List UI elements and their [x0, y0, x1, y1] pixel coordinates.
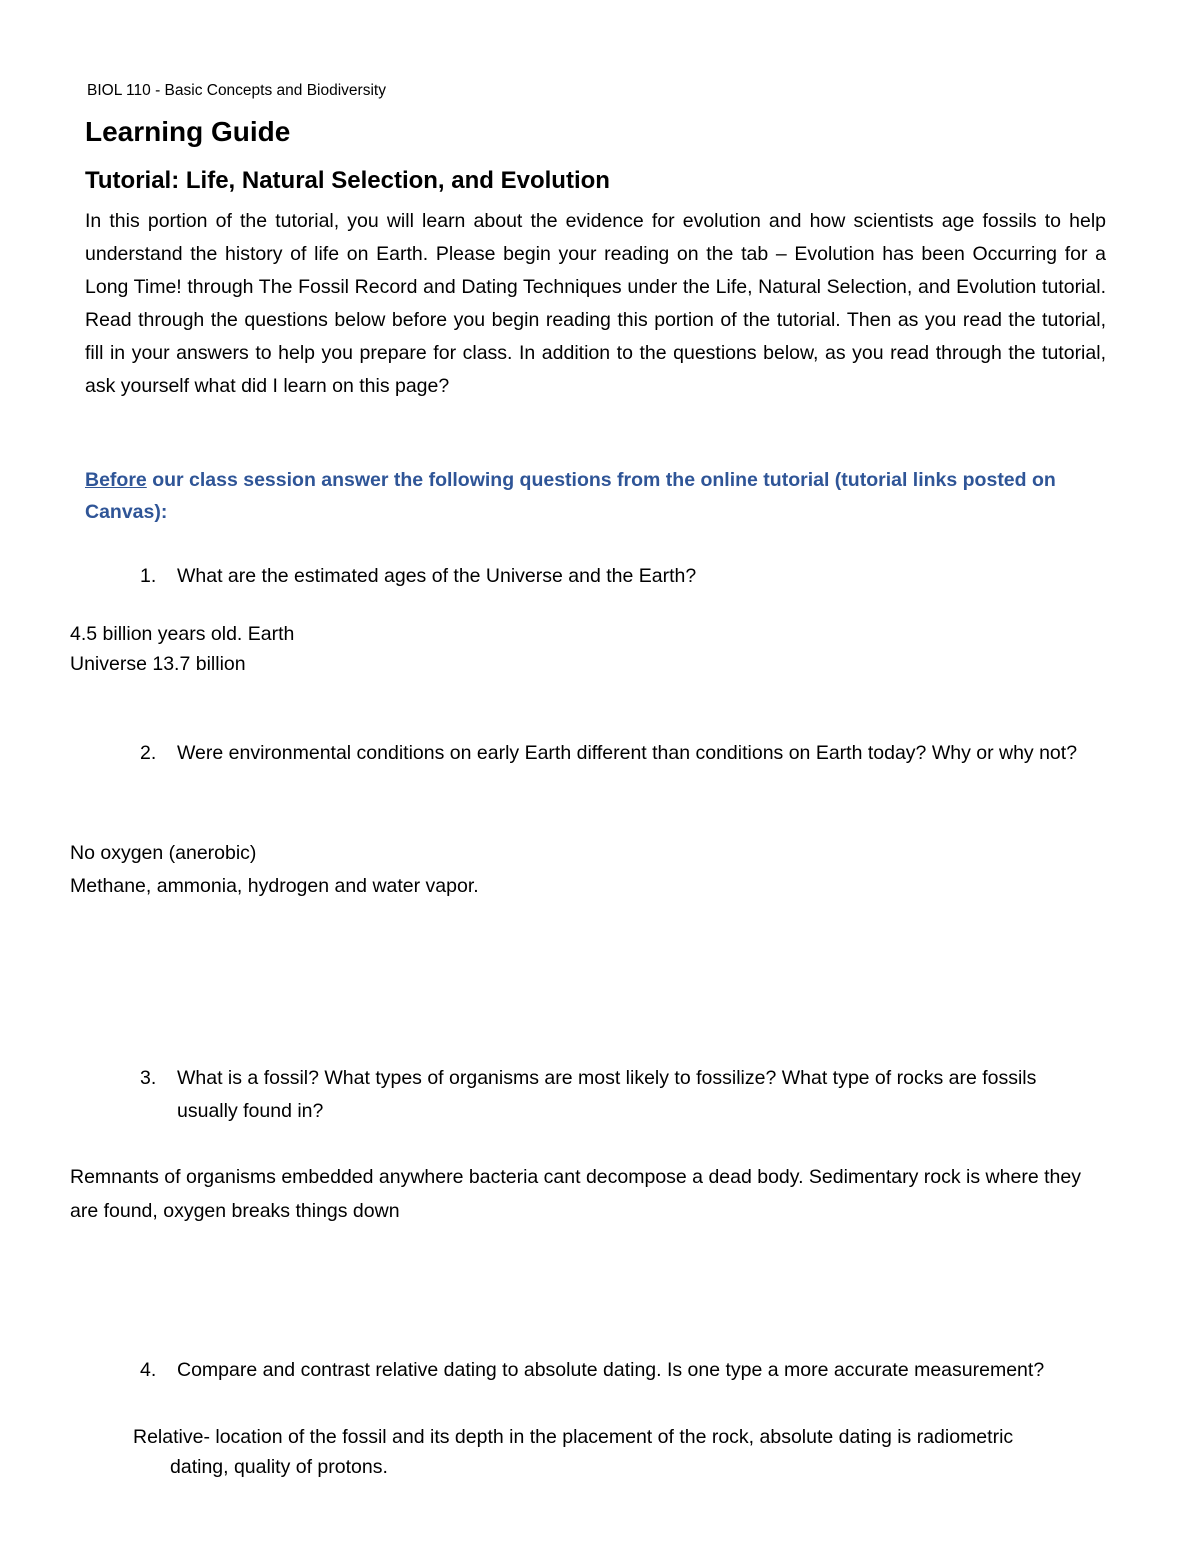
answer-line: dating, quality of protons.	[170, 1456, 388, 1478]
answer-line: Methane, ammonia, hydrogen and water vapor.	[70, 875, 479, 897]
question-number: 3.	[140, 1067, 157, 1089]
answer-line: 4.5 billion years old. Earth	[70, 623, 295, 645]
question-2	[140, 737, 1100, 770]
question-1	[140, 560, 1100, 593]
question-4	[140, 1354, 1100, 1387]
question-text: Were environmental conditions on early Earth different than conditions on Earth today? Why or why not?	[177, 742, 1078, 764]
instructions-text: our class session answer the following questions from the online tutorial (tutorial links posted on Canvas):	[85, 469, 1056, 523]
answer-line: No oxygen (anerobic)	[70, 842, 257, 864]
answer-line: Remnants of organisms embedded anywhere bacteria cant decompose a dead body. Sedimentary rock is where they are found, oxygen breaks things down	[70, 1166, 1081, 1222]
answer-line: Relative- location of the fossil and its depth in the placement of the rock, absolute dating is radiometric	[133, 1426, 1014, 1448]
answer-1[interactable]	[70, 619, 1110, 679]
question-3	[140, 1062, 1100, 1128]
intro-paragraph: In this portion of the tutorial, you will learn about the evidence for evolution and how scientists age fossils to help understand the history of life on Earth. Please begin your reading on the tab – Evolution has been Occurring for a Long Time! through The Fossil Record and Dating Techniques under the Life, Natural Selection, and Evolution tutorial. Read through the questions below before you begin reading this portion of the tutorial. Then as you read the tutorial, fill in your answers to help you prepare for class. In addition to the questions below, as you read through the tutorial, ask yourself what did I learn on this page?	[85, 210, 1106, 397]
question-text: Compare and contrast relative dating to absolute dating. Is one type a more accurate measurement?	[177, 1359, 1045, 1381]
question-text: What is a fossil? What types of organisms are most likely to fossilize? What type of rocks are fossils usually found in?	[177, 1067, 1037, 1122]
answer-4[interactable]	[133, 1422, 1123, 1482]
answer-3[interactable]	[70, 1160, 1110, 1228]
instructions-emphasis: Before	[85, 469, 147, 491]
instructions	[85, 464, 1115, 528]
answer-line: Universe 13.7 billion	[70, 653, 246, 675]
course-name: BIOL 110 - Basic Concepts and Biodiversity	[87, 82, 386, 99]
tutorial-title: Tutorial: Life, Natural Selection, and Evolution	[85, 167, 610, 194]
answer-2[interactable]	[70, 837, 1110, 903]
question-number: 4.	[140, 1359, 157, 1381]
question-number: 2.	[140, 742, 157, 764]
question-text: What are the estimated ages of the Universe and the Earth?	[177, 565, 697, 587]
page-title: Learning Guide	[85, 116, 291, 147]
question-number: 1.	[140, 565, 157, 587]
